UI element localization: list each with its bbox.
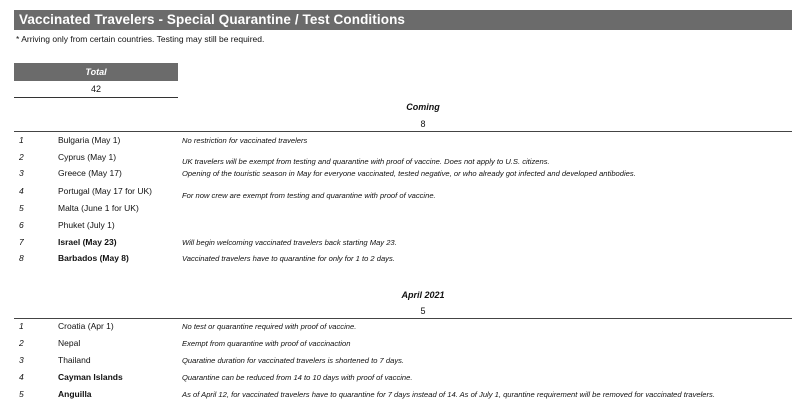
row-description: For now crew are exempt from testing and quarantine with proof of vaccine. — [182, 191, 436, 200]
row-country: Cayman Islands — [58, 372, 123, 382]
table-row — [14, 218, 792, 235]
table-row — [14, 235, 792, 252]
row-country: Greece (May 17) — [58, 168, 122, 178]
row-country: Phuket (July 1) — [58, 220, 115, 230]
row-number: 1 — [19, 135, 24, 145]
row-number: 4 — [19, 372, 24, 382]
row-number: 7 — [19, 237, 24, 247]
row-country: Bulgaria (May 1) — [58, 135, 121, 145]
table-row — [14, 353, 792, 370]
section-divider — [14, 131, 792, 132]
row-number: 2 — [19, 152, 24, 162]
table-row — [14, 336, 792, 353]
row-country: Nepal — [58, 338, 81, 348]
row-number: 3 — [19, 168, 24, 178]
table-row — [14, 166, 792, 183]
row-description: Will begin welcoming vaccinated travelers back starting May 23. — [182, 238, 397, 247]
table-row — [14, 150, 792, 167]
row-description: Quaratine duration for vaccinated travelers is shortened to 7 days. — [182, 356, 405, 365]
table-row — [14, 133, 792, 150]
table-row — [14, 319, 792, 336]
row-number: 2 — [19, 338, 24, 348]
row-description: Vaccinated travelers have to quarantine for only for 1 to 2 days. — [182, 254, 395, 263]
table-row — [14, 387, 792, 404]
row-country: Anguilla — [58, 389, 92, 399]
row-country: Portugal (May 17 for UK) — [58, 186, 153, 196]
row-description: Opening of the touristic season in May for everyone vaccinated, tested negative, or who already got infected and developed antibodies. — [182, 169, 636, 178]
row-number: 5 — [19, 389, 24, 399]
table-row — [14, 251, 792, 268]
row-description: UK travelers will be exempt from testing and quarantine with proof of vaccine. Does not apply to U.S. citizens. — [182, 157, 550, 166]
row-number: 6 — [19, 220, 24, 230]
row-country: Israel (May 23) — [58, 237, 117, 247]
row-number: 8 — [19, 253, 24, 263]
row-description: Quarantine can be reduced from 14 to 10 days with proof of vaccine. — [182, 373, 413, 382]
row-number: 1 — [19, 321, 24, 331]
table-row — [14, 184, 792, 201]
row-number: 3 — [19, 355, 24, 365]
page-title: Vaccinated Travelers - Special Quarantine / Test Conditions — [14, 10, 792, 30]
section-title-april-2021: April 2021 — [401, 290, 445, 300]
section-title-coming: Coming — [406, 102, 440, 112]
row-country: Malta (June 1 for UK) — [58, 203, 139, 213]
total-value: 42 — [14, 81, 178, 98]
row-country: Croatia (Apr 1) — [58, 321, 114, 331]
row-country: Cyprus (May 1) — [58, 152, 117, 162]
row-description: No test or quarantine required with proof of vaccine. — [182, 322, 357, 331]
row-description: Exempt from quarantine with proof of vaccinaction — [182, 339, 351, 348]
row-country: Barbados (May 8) — [58, 253, 129, 263]
footnote: * Arriving only from certain countries. Testing may still be required. — [16, 34, 265, 44]
row-number: 5 — [19, 203, 24, 213]
row-description: No restriction for vaccinated travelers — [182, 136, 308, 145]
table-row — [14, 201, 792, 218]
total-header: Total — [14, 63, 178, 81]
table-row — [14, 370, 792, 387]
row-number: 4 — [19, 186, 24, 196]
section-count-coming: 8 — [420, 119, 426, 129]
row-country: Thailand — [58, 355, 91, 365]
row-description: As of April 12, for vaccinated travelers have to quarantine for 7 days instead of 14. As of July 1, qurantine requirement will be removed for vaccinated travelers. — [182, 390, 715, 399]
section-count-april-2021: 5 — [420, 306, 426, 316]
